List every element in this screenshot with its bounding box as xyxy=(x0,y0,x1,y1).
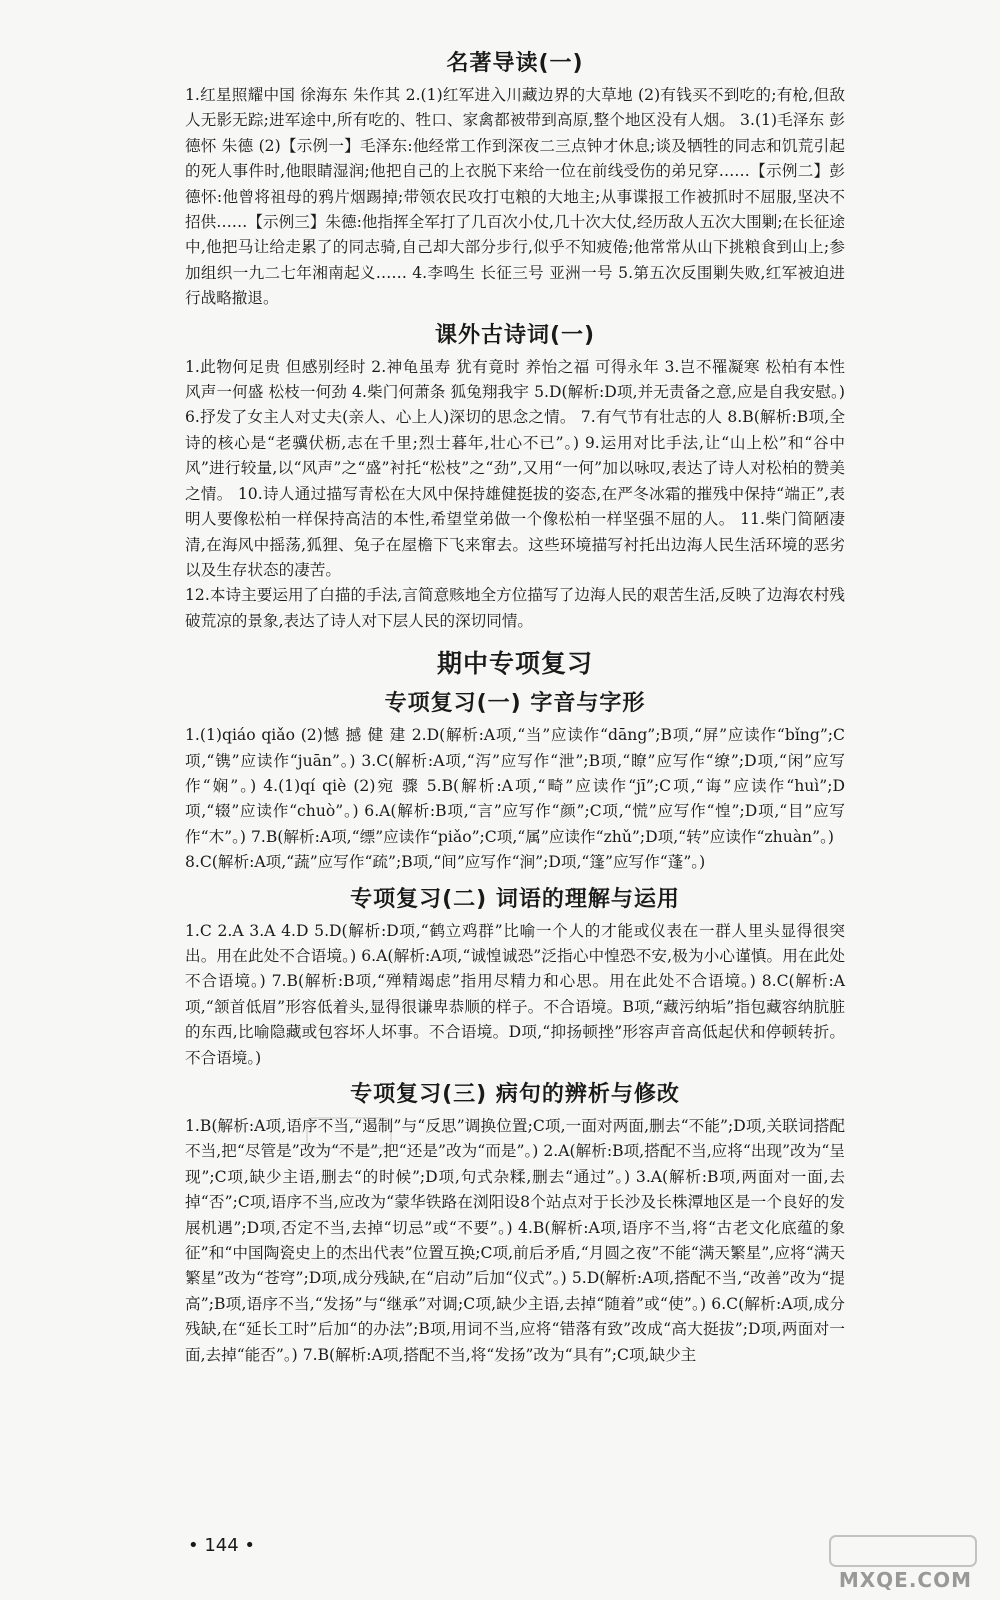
page-number: • 144 • xyxy=(188,1535,256,1556)
answer-paragraph: 1.红星照耀中国 徐海东 朱作其 2.(1)红军进入川藏边界的大草地 (2)有钱买不到吃的;有枪,但敌人无影无踪;进军途中,所有吃的、牲口、家禽都被带到高原,整个地区没有人烟。 3.(1)毛泽东 彭德怀 朱德 (2)【示例一】毛泽东:他经常工作到深夜二三点钟才休息;谈及牺牲的同志和饥荒引起的死人事件时,他眼睛湿润;他把自己的上衣脱下来给一位在前线受伤的弟兄穿……【示例二】彭德怀:他曾将祖母的鸦片烟踢掉;带领农民攻打屯粮的大地主;从事谍报工作被抓时不屈服,坚决不招供……【示例三】朱德:他指挥全军打了几百次小仗,几十次大仗,经历敌人五次大围剿;在长征途中,他把马让给走累了的同志骑,自己却大部分步行,似乎不知疲倦;他常常从山下挑粮食到山上;参加组织一九二七年湘南起义…… 4.李鸣生 长征三号 亚洲一号 5.第五次反围剿失败,红军被迫进行战略撤退。 xyxy=(185,86,845,308)
section-title: 专项复习(一) 字音与字形 xyxy=(384,691,646,717)
section-title: 专项复习(三) 病句的辨析与修改 xyxy=(350,1082,680,1107)
answer-paragraph: 1.B(解析:A项,语序不当,“遏制”与“反思”调换位置;C项,一面对两面,删去“不能”;D项,关联词搭配不当,把“尽管是”改为“不是”,把“还是”改为“而是”。) 2.A(解析:B项,搭配不当,应将“出现”改为“呈现”;C项,缺少主语,删去“的时候”;D项,句式杂糅,删去“通过”。) 3.A(解析:B项,两面对一面,去掉“否”;C项,语序不当,应改为“蒙华铁路在浏阳设8个站点对于长沙及长株潭地区是一个良好的发展机遇”;D项,否定不当,去掉“切忌”或“不要”。) 4.B(解析:A项,语序不当,将“古老文化底蕴的象征”和“中国陶瓷史上的杰出代表”位置互换;C项,前后矛盾,“月圆之夜”不能“满天繁星”,应将“满天繁星”改为“苍穹”;D项,成分残缺,在“启动”后加“仪式”。) 5.D(解析:A项,搭配不当,“改善”改为“提高”;B项,语序不当,“发扬”与“继承”对调;C项,缺少主语,去掉“随着”或“使”。) 6.C(解析:A项,成分残缺,在“延长工时”后加“的办法”;B项,用词不当,应将“错落有致”改成“高大挺拔”;D项,两面对一面,去掉“能否”。) 7.B(解析:A项,搭配不当,将“发扬”改为“具有”;C项,缺少主 xyxy=(185,1117,845,1364)
answer-paragraph: 12.本诗主要运用了白描的手法,言简意赅地全方位描写了边海人民的艰苦生活,反映了边海农村残破荒凉的景象,表达了诗人对下层人民的深切同情。 xyxy=(185,586,845,630)
page-content xyxy=(185,40,845,1368)
answer-paragraph: 1.C 2.A 3.A 4.D 5.D(解析:D项,“鹤立鸡群”比喻一个人的才能或仪表在一群人里头显得很突出。用在此处不合语境。) 6.A(解析:A项,“诚惶诚恐”泛指心中惶恐不安,极为小心谨慎。用在此处不合语境。) 7.B(解析:B项,“殚精竭虑”指用尽精力和心思。用在此处不合语境。) 8.C(解析:A项,“颔首低眉”形容低着头,显得很谦卑恭顺的样子。不合语境。B项,“藏污纳垢”指包藏容纳肮脏的东西,比喻隐藏或包容坏人坏事。不合语境。D项,“抑扬顿挫”形容声音高低起伏和停顿转折。不合语境。) xyxy=(185,921,845,1067)
section-title: 名著导读(一) xyxy=(446,51,584,76)
faint-stamp-mark xyxy=(305,1114,395,1154)
section-title: 期中专项复习 xyxy=(436,649,593,679)
section-title: 专项复习(二) 词语的理解与运用 xyxy=(350,886,680,912)
answer-paragraph: 1.(1)qiáo qiǎo (2)憾 撼 健 建 2.D(解析:A项,“当”应读作“dāng”;B项,“屏”应读作“bǐng”;C项,“镌”应读作“juān”。) 3.C(解析:A项,“泻”应写作“泄”;B项,“瞭”应写作“缭”;D项,“闲”应写作“娴”。) 4.(1)qí qiè (2)宛 骤 5.B(解析:A项,“畸”应读作“jī”;C项,“诲”应读作“huì”;D项,“辍”应读作“chuò”。) 6.A(解析:B项,“言”应写作“颜”;C项,“慌”应写作“惶”;D项,“目”应写作“木”。) 7.B(解析:A项,“缥”应读作“piǎo”;C项,“属”应读作“zhǔ”;D项,“转”应读作“zhuàn”。) xyxy=(185,726,845,846)
watermark-text: MXQE.COM xyxy=(838,1568,972,1592)
section-title: 课外古诗词(一) xyxy=(434,322,596,348)
answer-paragraph: 1.此物何足贵 但感别经时 2.神龟虽寿 犹有竟时 养怡之福 可得永年 3.岂不罹凝寒 松柏有本性 风声一何盛 松枝一何劲 4.柴门何萧条 狐兔翔我宇 5.D(解析:D项,并无责备之意,应是自我安慰。) 6.抒发了女主人对丈夫(亲人、心上人)深切的思念之情。 7.有气节有壮志的人 8.B(解析:B项,全诗的核心是“老骥伏枥,志在千里;烈士暮年,壮心不已”。) 9.运用对比手法,让“山上松”和“谷中风”进行较量,以“风声”之“盛”衬托“松枝”之“劲”,又用“一何”加以咏叹,表达了诗人对松柏的赞美之情。 10.诗人通过描写青松在大风中保持雄健挺拔的姿态,在严冬冰霜的摧残中保持“端正”,表明人要像松柏一样保持高洁的本性,希望堂弟做一个像松柏一样坚强不屈的人。 11.柴门简陋凄清,在海风中摇荡,狐狸、兔子在屋檐下飞来窜去。这些环境描写衬托出边海人民生活环境的恶劣以及生存状态的凄苦。 xyxy=(185,357,845,579)
answer-paragraph: 8.C(解析:A项,“蔬”应写作“疏”;B项,“间”应写作“涧”;D项,“篷”应写作“蓬”。) xyxy=(185,853,706,872)
